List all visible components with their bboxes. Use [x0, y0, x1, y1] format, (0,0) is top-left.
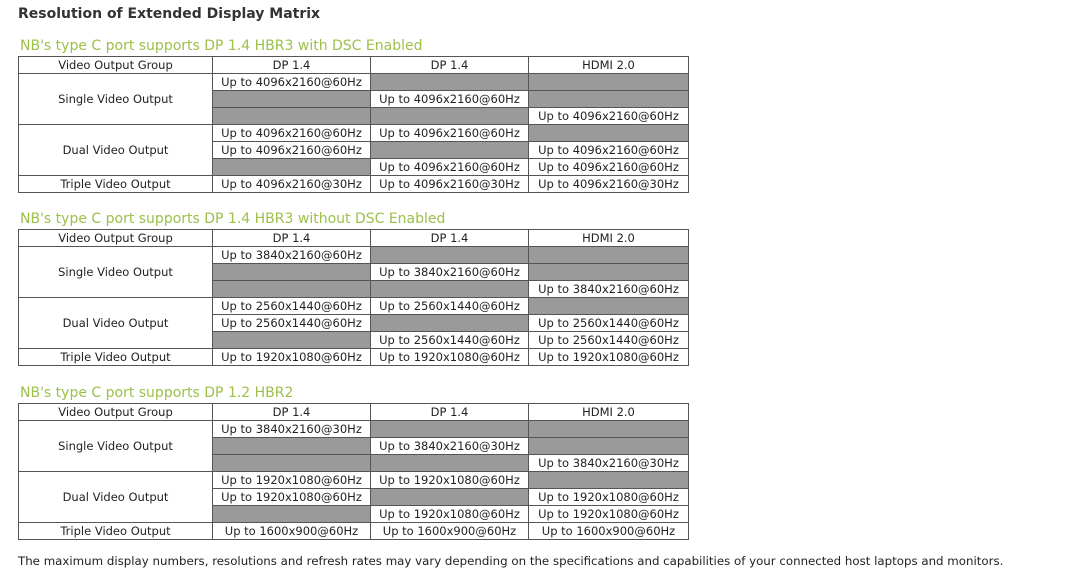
unsupported-cell [529, 264, 689, 281]
page-title: Resolution of Extended Display Matrix [18, 6, 321, 22]
unsupported-cell [213, 506, 371, 523]
resolution-cell: Up to 1920x1080@60Hz [529, 489, 689, 506]
matrix-table-dsc-disabled [18, 229, 689, 366]
unsupported-cell [213, 91, 371, 108]
unsupported-cell [213, 332, 371, 349]
resolution-cell: Up to 3840x2160@60Hz [529, 281, 689, 298]
unsupported-cell [371, 142, 529, 159]
resolution-cell: Up to 1600x900@60Hz [371, 523, 529, 540]
column-header: DP 1.4 [213, 57, 371, 74]
unsupported-cell [213, 159, 371, 176]
table-row [19, 421, 689, 438]
unsupported-cell [213, 281, 371, 298]
section-heading-hbr2: NB's type C port supports DP 1.2 HBR2 [20, 385, 294, 401]
table-row [19, 298, 689, 315]
header-row [19, 57, 689, 74]
unsupported-cell [371, 315, 529, 332]
unsupported-cell [213, 264, 371, 281]
unsupported-cell [371, 247, 529, 264]
unsupported-cell [529, 421, 689, 438]
unsupported-cell [371, 108, 529, 125]
table-row [19, 523, 689, 540]
table-row [19, 125, 689, 142]
resolution-cell: Up to 1920x1080@60Hz [213, 489, 371, 506]
resolution-cell: Up to 1600x900@60Hz [529, 523, 689, 540]
table-row [19, 176, 689, 193]
unsupported-cell [529, 438, 689, 455]
unsupported-cell [213, 455, 371, 472]
output-group-label: Dual Video Output [19, 125, 213, 176]
section-heading-dsc-enabled: NB's type C port supports DP 1.4 HBR3 with DSC Enabled [20, 38, 423, 54]
column-header: DP 1.4 [213, 404, 371, 421]
output-group-label: Triple Video Output [19, 176, 213, 193]
resolution-cell: Up to 2560x1440@60Hz [371, 332, 529, 349]
resolution-cell: Up to 3840x2160@30Hz [213, 421, 371, 438]
resolution-cell: Up to 3840x2160@60Hz [371, 264, 529, 281]
resolution-cell: Up to 2560x1440@60Hz [529, 332, 689, 349]
section-heading-dsc-disabled: NB's type C port supports DP 1.4 HBR3 without DSC Enabled [20, 211, 446, 227]
resolution-cell: Up to 1920x1080@60Hz [371, 349, 529, 366]
resolution-cell: Up to 4096x2160@60Hz [371, 125, 529, 142]
column-header: HDMI 2.0 [529, 57, 689, 74]
unsupported-cell [529, 247, 689, 264]
resolution-cell: Up to 2560x1440@60Hz [371, 298, 529, 315]
resolution-cell: Up to 1600x900@60Hz [213, 523, 371, 540]
resolution-cell: Up to 4096x2160@60Hz [213, 142, 371, 159]
unsupported-cell [213, 438, 371, 455]
unsupported-cell [371, 455, 529, 472]
resolution-cell: Up to 2560x1440@60Hz [213, 315, 371, 332]
resolution-cell: Up to 3840x2160@30Hz [529, 455, 689, 472]
output-group-label: Triple Video Output [19, 349, 213, 366]
column-header: HDMI 2.0 [529, 230, 689, 247]
column-header: DP 1.4 [213, 230, 371, 247]
resolution-cell: Up to 4096x2160@60Hz [371, 159, 529, 176]
unsupported-cell [529, 125, 689, 142]
matrix-table-hbr2 [18, 403, 689, 540]
column-header: DP 1.4 [371, 404, 529, 421]
output-group-label: Dual Video Output [19, 472, 213, 523]
resolution-cell: Up to 1920x1080@60Hz [371, 506, 529, 523]
resolution-cell: Up to 2560x1440@60Hz [213, 298, 371, 315]
column-header: Video Output Group [19, 230, 213, 247]
unsupported-cell [371, 281, 529, 298]
footnote: The maximum display numbers, resolutions and refresh rates may vary depending on the specifications and capabilities of your connected host laptops and monitors. [18, 554, 1004, 568]
resolution-cell: Up to 4096x2160@30Hz [371, 176, 529, 193]
resolution-cell: Up to 4096x2160@60Hz [529, 142, 689, 159]
unsupported-cell [529, 74, 689, 91]
column-header: DP 1.4 [371, 230, 529, 247]
column-header: Video Output Group [19, 57, 213, 74]
matrix-table-dsc-enabled [18, 56, 689, 193]
header-row [19, 404, 689, 421]
unsupported-cell [371, 489, 529, 506]
unsupported-cell [529, 298, 689, 315]
resolution-cell: Up to 4096x2160@60Hz [371, 91, 529, 108]
resolution-cell: Up to 4096x2160@60Hz [213, 74, 371, 91]
table-row [19, 349, 689, 366]
column-header: DP 1.4 [371, 57, 529, 74]
resolution-cell: Up to 4096x2160@60Hz [213, 125, 371, 142]
unsupported-cell [529, 472, 689, 489]
resolution-cell: Up to 4096x2160@60Hz [529, 159, 689, 176]
resolution-cell: Up to 2560x1440@60Hz [529, 315, 689, 332]
column-header: HDMI 2.0 [529, 404, 689, 421]
table-row [19, 247, 689, 264]
resolution-cell: Up to 1920x1080@60Hz [529, 506, 689, 523]
resolution-cell: Up to 1920x1080@60Hz [213, 349, 371, 366]
output-group-label: Dual Video Output [19, 298, 213, 349]
output-group-label: Triple Video Output [19, 523, 213, 540]
resolution-cell: Up to 1920x1080@60Hz [371, 472, 529, 489]
output-group-label: Single Video Output [19, 74, 213, 125]
output-group-label: Single Video Output [19, 421, 213, 472]
resolution-cell: Up to 3840x2160@30Hz [371, 438, 529, 455]
resolution-cell: Up to 1920x1080@60Hz [213, 472, 371, 489]
table-row [19, 472, 689, 489]
header-row [19, 230, 689, 247]
unsupported-cell [213, 108, 371, 125]
unsupported-cell [529, 91, 689, 108]
resolution-cell: Up to 4096x2160@30Hz [529, 176, 689, 193]
output-group-label: Single Video Output [19, 247, 213, 298]
table-row [19, 74, 689, 91]
unsupported-cell [371, 74, 529, 91]
resolution-cell: Up to 4096x2160@30Hz [213, 176, 371, 193]
column-header: Video Output Group [19, 404, 213, 421]
resolution-cell: Up to 4096x2160@60Hz [529, 108, 689, 125]
resolution-cell: Up to 3840x2160@60Hz [213, 247, 371, 264]
resolution-cell: Up to 1920x1080@60Hz [529, 349, 689, 366]
unsupported-cell [371, 421, 529, 438]
